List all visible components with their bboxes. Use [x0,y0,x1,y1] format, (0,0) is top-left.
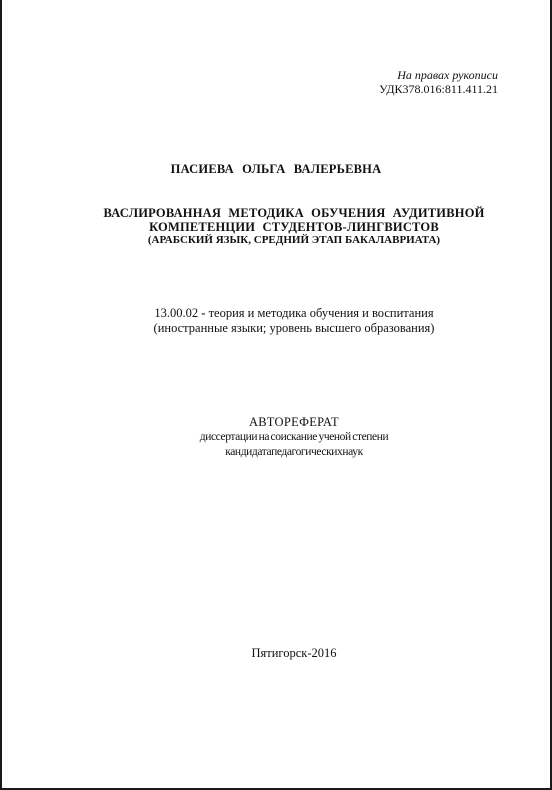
specialty-block [0,306,552,336]
specialty-code: 13.00.02 [154,306,199,320]
city-year: Пятигорск-2016 [251,646,337,660]
title-subtitle: (АРАБСКИЙ ЯЗЫК, СРЕДНИЙ ЭТАП БАКАЛАВРИАТА) [147,234,441,246]
specialty-detail: (иностранные языки; уровень высшего образования) [153,321,435,335]
rights-block [379,68,498,96]
title-line-2: КОМПЕТЕНЦИИ СТУДЕНТОВ-ЛИНГВИСТОВ [149,220,439,234]
page-border-left [0,0,2,790]
specialty-line [0,306,552,321]
abstract-label: АВТОРЕФЕРАТ [248,415,339,429]
specialty-dash: - [201,306,206,320]
abstract-line-2: кандидатапедагогическихнаук [225,446,363,458]
author-name: ПАСИЕВА ОЛЬГА ВАЛЕРЬЕВНА [170,162,382,176]
abstract-line-1: диссертации на соискание ученой степени [199,431,389,443]
title-line-1: ВАСЛИРОВАННАЯ МЕТОДИКА ОБУЧЕНИЯ АУДИТИВНОЙ [103,206,485,220]
abstract-block [0,415,552,460]
udc-code: УДК378.016:811.411.21 [379,82,498,96]
rights-notice: На правах рукописи [397,68,498,82]
specialty-name: теория и методика обучения и воспитания [205,306,434,320]
dissertation-title [0,206,552,247]
